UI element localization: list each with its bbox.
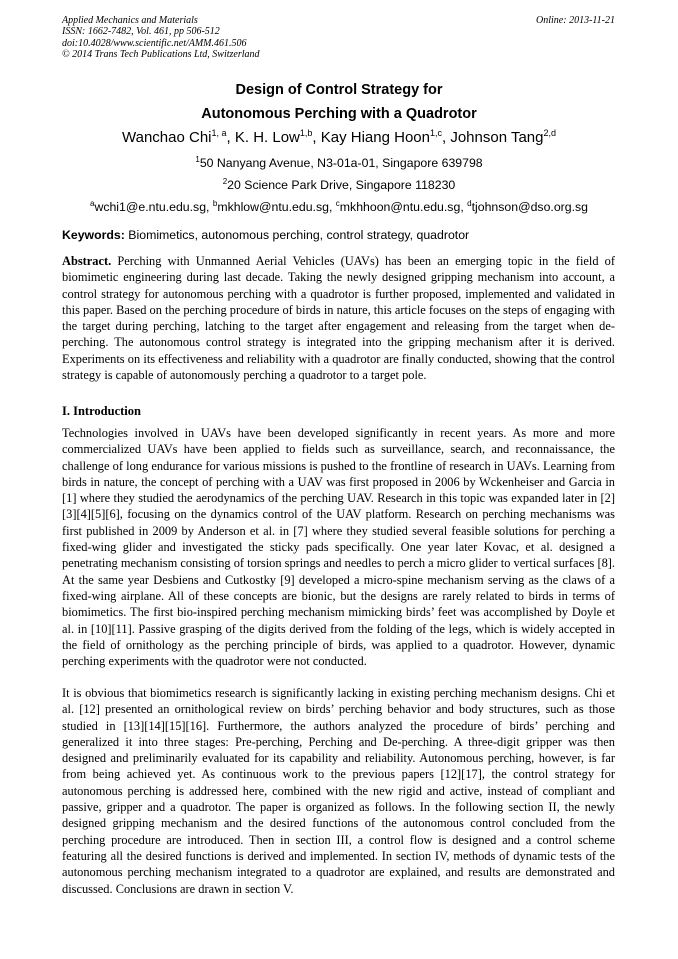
- affiliation-sup: 1: [195, 155, 200, 164]
- author-sup: 1,c: [429, 128, 442, 138]
- email-list: $^a$wchi1@e.ntu.edu.sg, $^b$mkhlow@ntu.edu.sg, $^c$mkhhoon@ntu.edu.sg, $^d$tjohnson@dso.org.sg: [89, 199, 589, 214]
- copyright-line: © 2014 Trans Tech Publications Ltd, Switzerland: [62, 48, 260, 60]
- affiliation-sup: 2: [222, 177, 228, 186]
- author-sup: 1,b: [299, 128, 313, 138]
- intro-paragraph-2: It is obvious that biomimetics research is significantly lacking in existing perching mechanism designs. Chi et al. [12] presented an ornithological review on birds’ perching behavior and body structures, such as those studied in [13][14][15][16]. Furthermore, the authors analyzed the procedure of birds’ perching and generalized it into three stages: Pre-perching, Perching and De-perching. A three-digit gripper was then designed and preliminarily evaluated for its capability and reliability. Autonomous perching, however, is far from being achieved yet. As continuous work to the previous papers [12][17], the control strategy for autonomous perching is addressed here, combined with the new rigid and active, instead of compliant and passive, gripper and a quadrotor. The paper is organized as follows. In the following section II, the newly designed gripping mechanism and the desired functions of the autonomous control concluded from the perching procedure are introduced. Then in section III, a control flow is designed and a control scheme featuring all the desired functions is derived and implemented. In section IV, methods of dynamic tests of the autonomous perching mechanism integrated to a quadrotor are explained, and results are demonstrated and discussed. Conclusions are drawn in section V.: [62, 686, 615, 896]
- intro-paragraph-1: Technologies involved in UAVs have been developed significantly in recent years. As more and more commercialized UAVs have been applied to fields such as surveillance, search, and reconnaissance, the challenge of long endurance for various missions is pushed to the frontline of research in UAVs. Learning from birds in nature, the concept of perching with a UAV was first proposed in 2006 by Wckenheiser and Garcia in [1] where they studied the aerodynamics of the perching UAV. Research in this topic was expanded later in [2][3][4][5][6], focusing on the dynamics control of the UAV platform. Research on perching mechanisms was first published in 2009 by Anderson et al. in [7] where they studied several feasible solutions for perching a fixed-wing glider and investigated the sticky pads specifically. One year later Kovac, et al. designed a penetrating mechanism consisting of torsion springs and needles to perch a micro glider to vertical surfaces [8]. At the same year Desbiens and Cutkostky [9] developed a micro-spine mechanism serving as the claws of a fixed-wing airplane. All of these concepts are bionic, but the designs are rarely related to birds in terms of biomimetics. The first bio-inspired perching mechanism mimicking birds’ feet was accomplished by Doyle et al. in [10][11]. Passive grasping of the digits derived from the folding of the legs, which is widely accepted in the field of ornithology as the perching principle of birds, was applied to a quadrotor. However, dynamic perching experiments with the quadrotor were not conducted.: [62, 426, 615, 669]
- author-sup: 2,d: [543, 128, 556, 138]
- abstract-text: Perching with Unmanned Aerial Vehicles (UAVs) has been an emerging topic in the field of biomimetic engineering during last decade. Taking the newly designed gripping mechanism into account, a control strategy for autonomous perching with a quadrotor is further proposed, implemented and validated in this paper. Based on the perching procedure of birds in nature, this article focuses on the steps of engaging with the target during perching, latching to the target after engagement and releasing from the target when de-perching. The autonomous control strategy is integrated into the gripping mechanism after it is derived. Experiments on its effectiveness and reliability with a quadrotor are finally conducted, showing that the control strategy is capable of autonomously perching a quadrotor to a target pole.: [62, 254, 615, 383]
- abstract-label: Abstract.: [62, 254, 112, 268]
- paper-title-line-1: Design of Control Strategy for: [235, 82, 443, 98]
- author-name: Wanchao Chi: [122, 129, 212, 146]
- abstract: [62, 253, 615, 383]
- email-sup: d: [467, 199, 472, 208]
- author-sep: ,: [312, 129, 321, 146]
- email-sup: c: [335, 199, 340, 208]
- author-name: Kay Hiang Hoon: [320, 129, 430, 146]
- email-link[interactable]: wchi1@e.ntu.edu.sg: [94, 200, 207, 214]
- author-sup: 1, a: [211, 128, 227, 138]
- author-list: [0, 129, 678, 146]
- keywords-text: Biomimetics, autonomous perching, control strategy, quadrotor: [128, 228, 470, 242]
- affiliation-text: 20 Science Park Drive, Singapore 118230: [227, 178, 456, 192]
- affiliation-text: 50 Nanyang Avenue, N3-01a-01, Singapore 639798: [199, 156, 483, 170]
- online-date: Online: 2013-11-21: [536, 15, 615, 26]
- paper-title-line-2: Autonomous Perching with a Quadrotor: [201, 106, 477, 122]
- doi-line: doi:10.4028/www.scientific.net/AMM.461.506: [62, 37, 247, 49]
- author-name: K. H. Low: [234, 129, 300, 146]
- email-sup: a: [89, 199, 95, 208]
- email-sup: b: [212, 199, 218, 208]
- author-sep: ,: [442, 129, 451, 146]
- affiliation-1: [0, 156, 678, 170]
- author-name: Johnson Tang: [450, 129, 544, 146]
- email-link[interactable]: tjohnson@dso.org.sg: [471, 200, 589, 214]
- section-heading-introduction: I. Introduction: [62, 404, 141, 418]
- author-sep: ,: [226, 129, 235, 146]
- issn-line: ISSN: 1662-7482, Vol. 461, pp 506-512: [62, 26, 220, 38]
- keywords-line: [62, 228, 615, 242]
- affiliation-2: [0, 178, 678, 192]
- journal-header: [62, 15, 615, 60]
- keywords-label: Keywords:: [62, 228, 125, 242]
- journal-name: Applied Mechanics and Materials: [62, 15, 198, 26]
- email-link[interactable]: mkhlow@ntu.edu.sg: [217, 200, 329, 214]
- email-link[interactable]: mkhhoon@ntu.edu.sg: [339, 200, 461, 214]
